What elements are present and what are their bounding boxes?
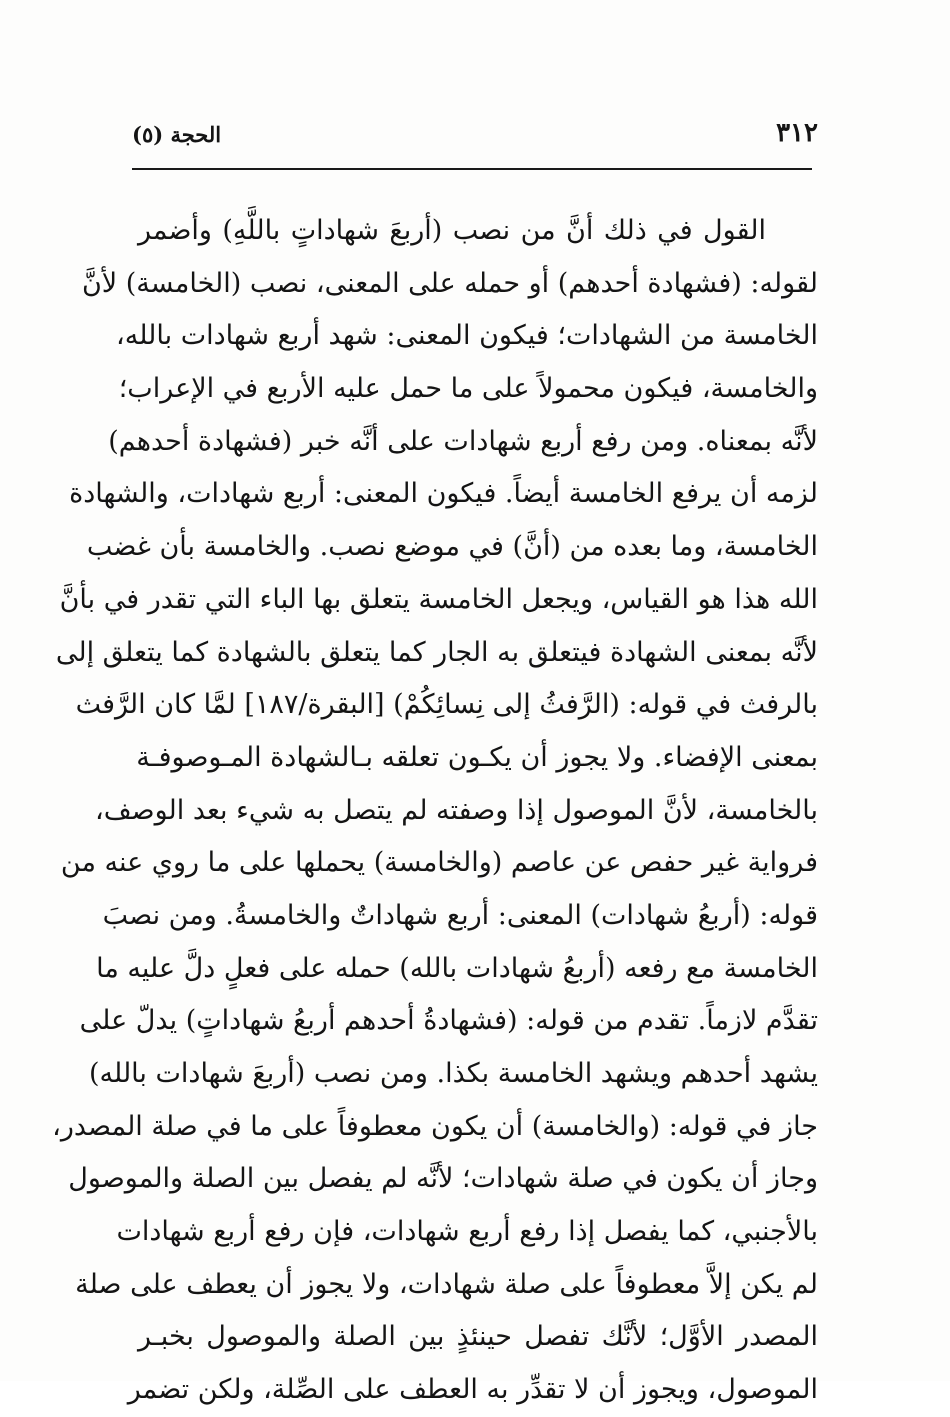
text-line: الخامسة مع رفعه (أربعُ شهادات بالله) حمله على فعلٍ دلَّ عليه ما [96,952,818,984]
text-line: بالرفث في قوله: (الرَّفثُ إلى نِسائِكُمْ) [البقرة/١٨٧] لمَّا كان الرَّفث [75,689,818,721]
text-line: لأنَّه بمعنى الشهادة فيتعلق به الجار كما يتعلق بالشهادة كما يتعلق إلى [55,636,818,668]
header-divider [132,168,812,170]
text-line: بالأجنبي، كما يفصل إذا رفع أربع شهادات، فإن رفع أربع شهادات [116,1216,818,1248]
text-line: والخامسة، فيكون محمولاً على ما حمل عليه الأربع في الإعراب؛ [118,373,818,405]
text-line: لأنَّه بمعناه. ومن رفع أربع شهادات على أنَّه خبر (فشهادة أحدهم) [108,425,818,457]
text-line: بالخامسة، لأنَّ الموصول إذا وصفته لم يتصل به شيء بعد الوصف، [95,794,818,826]
text-line: يشهد أحدهم ويشهد الخامسة بكذا. ومن نصب (أربعَ شهادات بالله) [89,1058,818,1089]
text-line: القول في ذلك أنَّ من نصب (أربعَ شهاداتٍ باللَّهِ) وأضمر [138,215,766,246]
text-line: الخامسة، وما بعده من (أنَّ) في موضع نصب. والخامسة بأن غضب [86,531,818,563]
text-line: لزمه أن يرفع الخامسة أيضاً. فيكون المعنى: أربع شهادات، والشهادة [69,478,818,510]
text-line: تقدَّم لازماً. تقدم من قوله: (فشهادةُ أحدهم أربعُ شهاداتٍ) يدلّ على [79,1005,818,1037]
text-line: فرواية غير حفص عن عاصم (والخامسة) يحملها على ما روي عنه من [60,847,818,879]
text-line: وجاز أن يكون في صلة شهادات؛ لأنَّه لم يفصل بين الصلة والموصول [68,1163,818,1195]
page-number: ٣١٢ [776,118,818,148]
body-text [52,205,818,1417]
text-line: الموصول، ويجوز أن لا تقدِّر به العطف على الصِّلة، ولكن تضمر [127,1374,818,1406]
text-line: الله هذا هو القياس، ويجعل الخامسة يتعلق بها الباء التي تقدر في بأنَّ [59,583,818,615]
text-line: بمعنى الإفضاء. ولا يجوز أن يكـون تعلقه بـالشهادة المـوصوفـة [136,741,818,773]
text-line: جاز في قوله: (والخامسة) أن يكون معطوفاً على ما في صلة المصدر، [52,1110,818,1142]
text-line: لقوله: (فشهادة أحدهم) أو حمله على المعنى، نصب (الخامسة) لأنَّ [81,267,818,299]
text-line: قوله: (أربعُ شهادات) المعنى: أربع شهاداتٌ والخامسةُ. ومن نصبَ [102,899,818,931]
text-line: لم يكن إلاَّ معطوفاً على صلة شهادات، ولا يجوز أن يعطف على صلة [75,1268,818,1300]
text-line: الخامسة من الشهادات؛ فيكون المعنى: شهد أربع شهادات بالله، [116,320,818,352]
text-line: المصدر الأوَّل؛ لأنَّك تفصل حينئذٍ بين الصلة والموصول بخبـر [138,1321,818,1353]
running-title: الحجة (٥) [132,122,222,147]
